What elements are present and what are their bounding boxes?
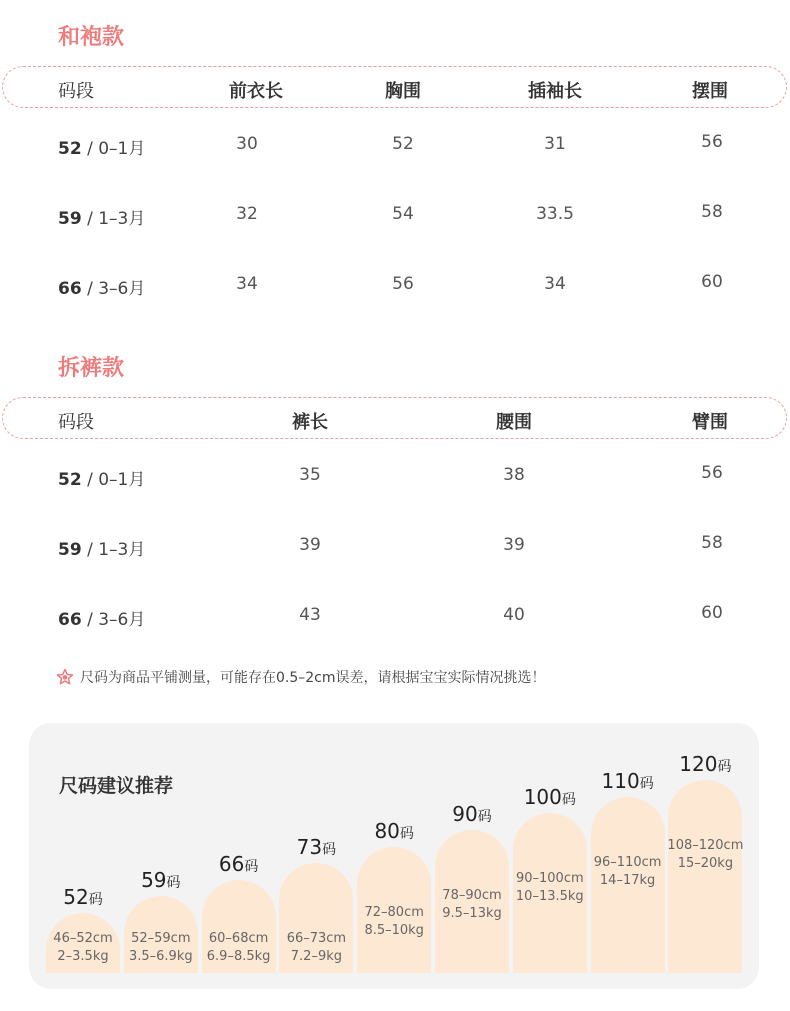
size-recommend-title: 尺码建议推荐 — [59, 775, 174, 797]
table-row-label: 66 / 3–6月 — [58, 610, 146, 630]
size-bar-height: 96–110cm — [593, 854, 662, 870]
size-bar-label: 52码 — [63, 885, 103, 909]
table-cell: 52 — [392, 134, 414, 154]
table-cell: 31 — [544, 134, 566, 154]
size-bar-weight: 8.5–10kg — [364, 922, 424, 938]
size-bar-weight: 7.2–9kg — [290, 949, 343, 964]
header-sleeve-length: 插袖长 — [528, 81, 582, 102]
table-cell: 56 — [701, 463, 723, 483]
size-bar-height: 108–120cm — [667, 838, 744, 854]
size-bar-label: 59码 — [141, 868, 181, 893]
table-cell: 38 — [503, 465, 525, 485]
table-cell: 30 — [236, 134, 258, 154]
size-bar — [668, 780, 742, 973]
size-bar-weight: 3.5–6.9kg — [128, 949, 193, 964]
header-size: 码段 — [58, 81, 94, 102]
header-size: 码段 — [58, 412, 94, 433]
header-waist: 腰围 — [496, 412, 532, 433]
size-bar-height: 52–59cm — [131, 931, 191, 946]
size-bar-weight: 9.5–13kg — [442, 906, 502, 921]
size-bar-height: 60–68cm — [208, 931, 269, 946]
star-icon — [56, 668, 74, 686]
table-cell: 60 — [701, 272, 723, 292]
size-bar-height: 46–52cm — [53, 931, 113, 946]
size-bar-weight: 14–17kg — [599, 872, 656, 888]
table-cell: 56 — [392, 274, 414, 294]
table-cell: 54 — [392, 204, 414, 224]
table-cell: 39 — [503, 535, 525, 555]
table-cell: 33.5 — [536, 204, 574, 224]
size-bar-height: 90–100cm — [515, 871, 584, 887]
measurement-note — [56, 667, 546, 687]
table-cell: 34 — [236, 274, 258, 294]
header-pant-length: 裤长 — [292, 412, 328, 433]
size-bar-label: 80码 — [374, 818, 414, 843]
header-front-length: 前衣长 — [229, 81, 283, 102]
table-cell: 58 — [701, 533, 723, 553]
size-bar-label: 90码 — [452, 802, 492, 826]
size-bar-label: 100码 — [523, 785, 576, 810]
size-bar-label: 66码 — [218, 851, 259, 876]
size-bar-label: 110码 — [601, 768, 654, 793]
table-cell: 56 — [701, 132, 723, 152]
section-title-robe: 和袍款 — [58, 25, 125, 50]
table-row-label: 59 / 1–3月 — [58, 209, 146, 229]
table-cell: 40 — [503, 605, 525, 625]
size-bar-weight: 10–13.5kg — [515, 889, 584, 905]
table-cell: 34 — [544, 274, 566, 294]
table-cell: 32 — [236, 204, 258, 224]
size-bar-label: 120码 — [679, 752, 732, 777]
size-bar-weight: 2–3.5kg — [57, 949, 109, 964]
note-text: 尺码为商品平铺测量，可能存在0.5–2cm误差，请根据宝宝实际情况挑选！ — [80, 670, 546, 686]
size-bar-height: 72–80cm — [364, 904, 424, 920]
table-row-label: 52 / 0–1月 — [58, 139, 146, 159]
table-cell: 43 — [299, 605, 321, 625]
table-cell: 35 — [299, 465, 321, 485]
header-chest: 胸围 — [385, 81, 421, 102]
size-bar-height: 66–73cm — [286, 931, 347, 946]
size-bar-height: 78–90cm — [442, 888, 502, 903]
table-row-label: 59 / 1–3月 — [58, 540, 146, 560]
size-bar-label: 73码 — [296, 835, 337, 860]
section-title-pants: 拆裤款 — [58, 356, 125, 381]
table-row-label: 52 / 0–1月 — [58, 470, 146, 490]
table-cell: 60 — [701, 603, 723, 623]
size-bar-weight: 6.9–8.5kg — [206, 949, 271, 964]
header-hem: 摆围 — [692, 81, 728, 102]
table-row-label: 66 / 3–6月 — [58, 279, 146, 299]
table-header-pants — [2, 397, 787, 439]
size-bar-weight: 15–20kg — [677, 856, 734, 872]
header-arm: 臂围 — [692, 412, 728, 433]
table-cell: 39 — [299, 535, 321, 555]
table-cell: 58 — [701, 202, 723, 222]
